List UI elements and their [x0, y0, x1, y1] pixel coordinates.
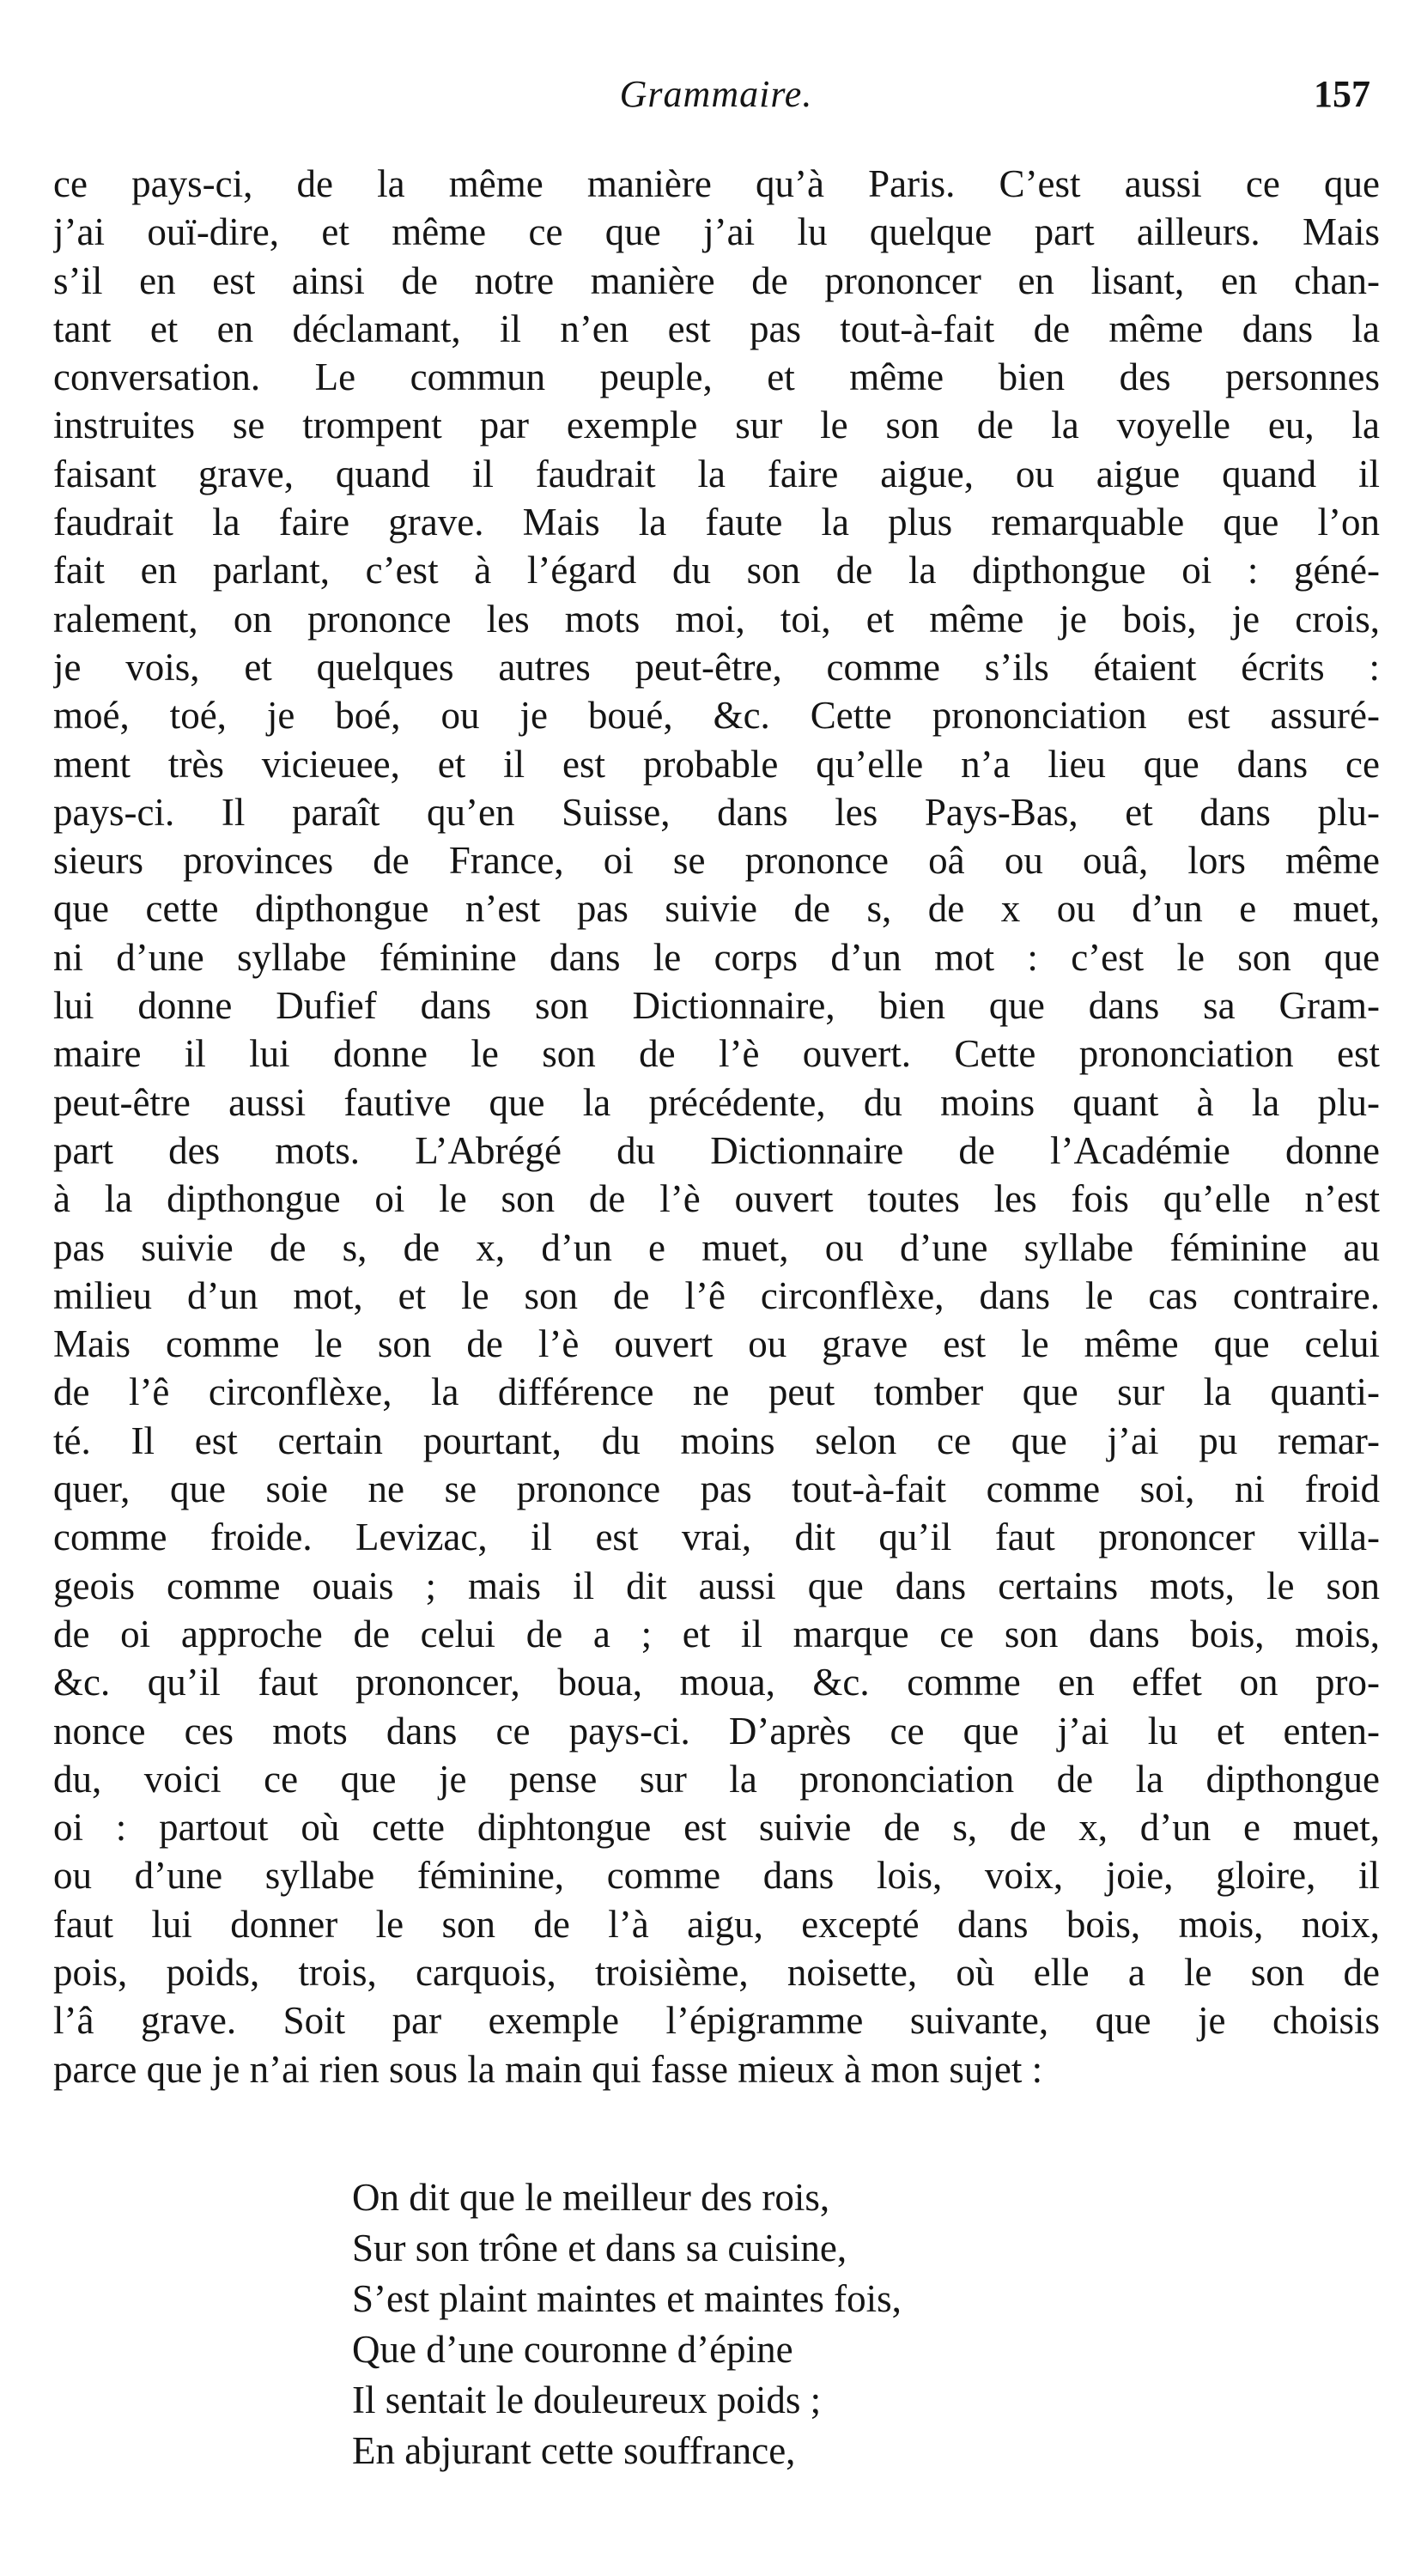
verse-line: S’est plaint maintes et maintes fois, — [352, 2277, 902, 2320]
text-line: faisant grave, quand il faudrait la faire aigue, ou aigue quand il — [53, 452, 1380, 495]
text-line: de oi approche de celui de a ; et il marque ce son dans bois, mois, — [53, 1612, 1380, 1656]
verse-line: Il sentait le douleureux poids ; — [352, 2379, 822, 2421]
verse-line: Que d’une couronne d’épine — [352, 2328, 793, 2371]
text-line: du, voici ce que je pense sur la prononciation de la dipthongue — [53, 1757, 1380, 1801]
text-line: ni d’une syllabe féminine dans le corps d’un mot : c’est le son que — [53, 935, 1380, 979]
text-line: fait en parlant, c’est à l’égard du son de la dipthongue oi : géné- — [53, 549, 1380, 592]
text-line: peut-être aussi fautive que la précédente, du moins quant à la plu- — [53, 1080, 1380, 1124]
text-line: conversation. Le commun peuple, et même bien des personnes — [53, 355, 1380, 399]
text-line: geois comme ouais ; mais il dit aussi que dans certains mots, le son — [53, 1564, 1380, 1607]
text-line: sieurs provinces de France, oi se prononce oâ ou ouâ, lors même — [53, 839, 1380, 883]
text-line: Mais comme le son de l’è ouvert ou grave est le même que celui — [53, 1322, 1380, 1366]
running-title: Grammaire. — [619, 73, 813, 115]
text-line: l’â grave. Soit par exemple l’épigramme suivante, que je choisis — [53, 1999, 1380, 2043]
epigram-verse — [352, 2172, 1125, 2476]
text-line: moé, toé, je boé, ou je boué, &c. Cette prononciation est assuré- — [53, 694, 1380, 738]
text-line: ralement, on prononce les mots moi, toi, et même je bois, je crois, — [53, 597, 1380, 641]
text-line: lui donne Dufief dans son Dictionnaire, bien que dans sa Gram- — [53, 984, 1380, 1028]
text-line: que cette dipthongue n’est pas suivie de s, de x ou d’un e muet, — [53, 887, 1380, 931]
text-line: tant et en déclamant, il n’en est pas tout-à-fait de même dans la — [53, 307, 1380, 350]
text-line: maire il lui donne le son de l’è ouvert. Cette prononciation est — [53, 1032, 1380, 1076]
text-line: nonce ces mots dans ce pays-ci. D’après ce que j’ai lu et enten- — [53, 1709, 1380, 1753]
text-line: oi : partout où cette diphtongue est suivie de s, de x, d’un e muet, — [53, 1806, 1380, 1850]
text-line: j’ai ouï-dire, et même ce que j’ai lu quelque part ailleurs. Mais — [53, 210, 1380, 254]
main-paragraph — [53, 160, 1380, 2093]
text-line: faudrait la faire grave. Mais la faute la plus remarquable que l’on — [53, 501, 1380, 544]
text-line: faut lui donner le son de l’à aigu, excepté dans bois, mois, noix, — [53, 1902, 1380, 1946]
text-line: à la dipthongue oi le son de l’è ouvert toutes les fois qu’elle n’est — [53, 1177, 1380, 1221]
text-line: ment très vicieuee, et il est probable qu’elle n’a lieu que dans ce — [53, 742, 1380, 786]
text-line: je vois, et quelques autres peut-être, comme s’ils étaient écrits : — [53, 645, 1380, 689]
text-line: comme froide. Levizac, il est vrai, dit qu’il faut prononcer villa- — [53, 1516, 1380, 1559]
verse-line: On dit que le meilleur des rois, — [352, 2176, 830, 2219]
text-line: &c. qu’il faut prononcer, boua, moua, &c. comme en effet on pro- — [53, 1661, 1380, 1704]
text-line: s’il en est ainsi de notre manière de prononcer en lisant, en chan- — [53, 258, 1380, 302]
text-line: pays-ci. Il paraît qu’en Suisse, dans les Pays-Bas, et dans plu- — [53, 790, 1380, 834]
text-line: parce que je n’ai rien sous la main qui fasse mieux à mon sujet : — [53, 2047, 1043, 2091]
text-line: de l’ê circonflèxe, la différence ne peut tomber que sur la quanti- — [53, 1370, 1380, 1414]
text-line: instruites se trompent par exemple sur le son de la voyelle eu, la — [53, 404, 1380, 447]
text-line: part des mots. L’Abrégé du Dictionnaire de l’Académie donne — [53, 1128, 1380, 1172]
running-header — [55, 70, 1377, 118]
page-number: 157 — [1314, 73, 1370, 115]
text-line: milieu d’un mot, et le son de l’ê circonflèxe, dans le cas contraire. — [53, 1273, 1380, 1317]
verse-line: En abjurant cette souffrance, — [352, 2429, 796, 2472]
verse-line: Sur son trône et dans sa cuisine, — [352, 2227, 847, 2269]
text-line: pois, poids, trois, carquois, troisième, noisette, où elle a le son de — [53, 1950, 1380, 1994]
text-line: pas suivie de s, de x, d’un e muet, ou d’une syllabe féminine au — [53, 1225, 1380, 1269]
text-line: té. Il est certain pourtant, du moins selon ce que j’ai pu remar- — [53, 1419, 1380, 1462]
text-line: ce pays-ci, de la même manière qu’à Paris. C’est aussi ce que — [53, 162, 1380, 205]
text-line: ou d’une syllabe féminine, comme dans lois, voix, joie, gloire, il — [53, 1854, 1380, 1898]
text-line: quer, que soie ne se prononce pas tout-à-fait comme soi, ni froid — [53, 1467, 1380, 1511]
